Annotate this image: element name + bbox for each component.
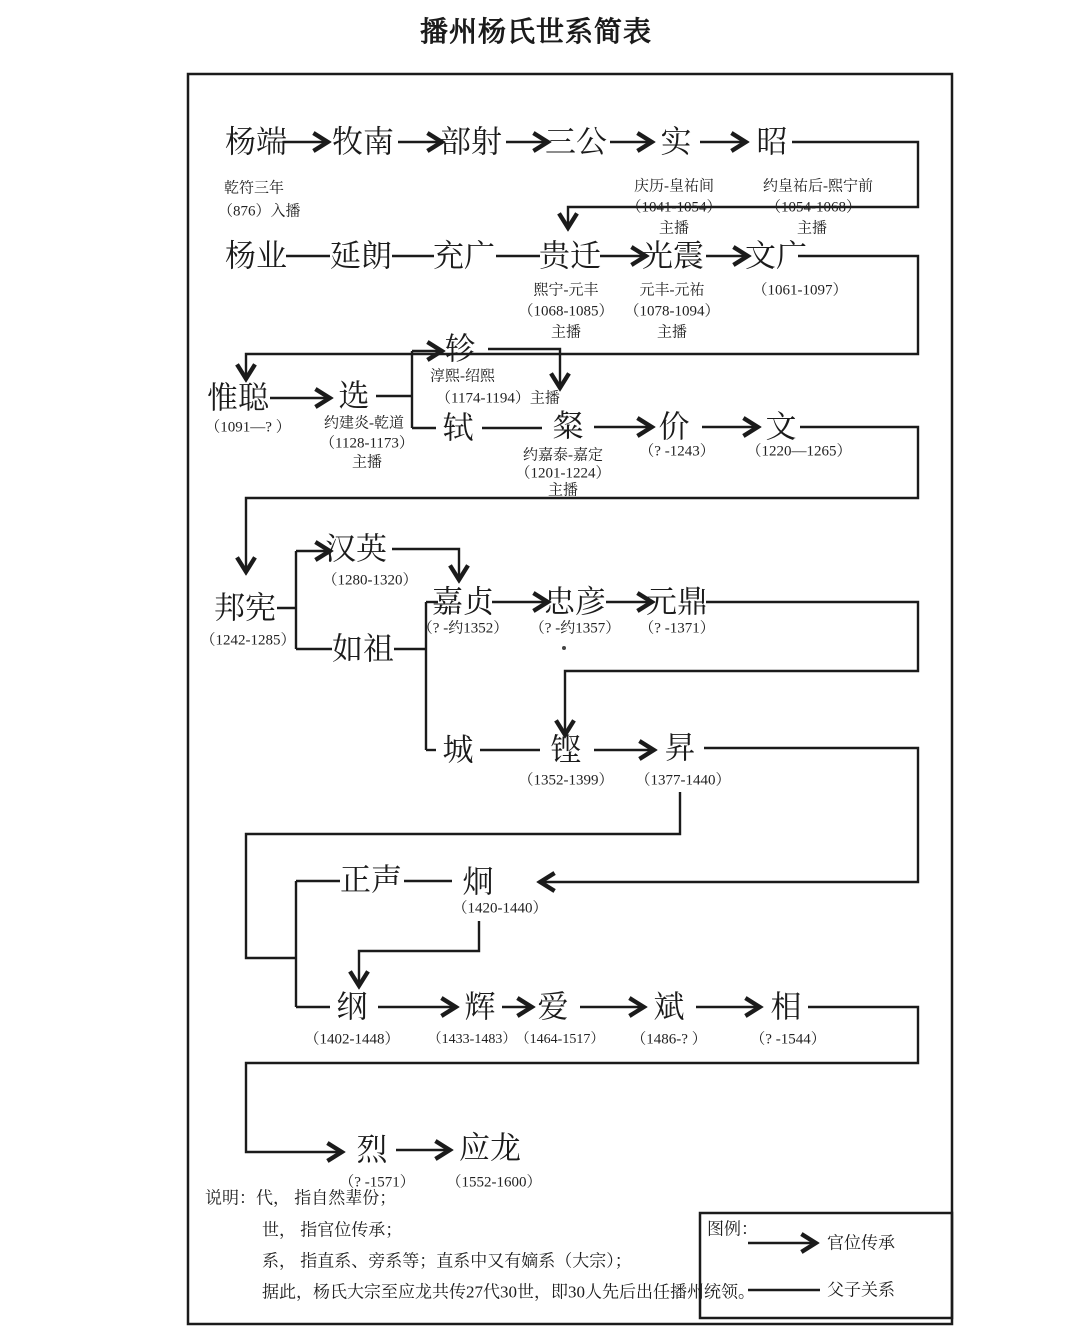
node-yangduan: 杨端 <box>225 124 287 160</box>
stray-dot <box>562 646 566 650</box>
ann-zhao-0: 约皇祐后-熙宁前 <box>763 178 873 195</box>
node-shi: 实 <box>660 124 692 160</box>
notes-line-1: 说明：代， 指自然辈份； <box>205 1188 397 1208</box>
node-xuan: 选 <box>338 378 370 414</box>
ann-jiong-0: （1420-1440） <box>452 900 548 917</box>
node-zhao: 昭 <box>756 124 788 160</box>
node-wen: 文 <box>765 409 797 445</box>
ann-guangzhen-2: 主播 <box>656 324 688 341</box>
ann-xuan-0: 约建炎-乾道 <box>324 415 404 432</box>
node-zhen: 轸 <box>444 331 476 367</box>
ann-gang-0: （1402-1448） <box>304 1031 400 1048</box>
ann-hui-0: （1433-1483） <box>427 1032 517 1047</box>
node-jia: 价 <box>658 409 690 445</box>
node-zhengsheng: 正声 <box>340 862 402 898</box>
node-cheng: 城 <box>442 732 474 768</box>
ann-wen-0: （1220—1265） <box>746 443 852 460</box>
node-ruzu: 如祖 <box>332 631 394 667</box>
node-xiang: 相 <box>770 989 802 1025</box>
ann-can-2: 主播 <box>547 482 579 499</box>
node-sangong: 三公 <box>545 124 607 160</box>
node-bushe: 部射 <box>440 124 502 160</box>
node-can: 粲 <box>552 408 584 444</box>
node-keng: 铿 <box>550 732 582 768</box>
ann-zhao-2: 主播 <box>797 220 828 237</box>
node-yuanding: 元鼎 <box>646 584 708 620</box>
node-shi4: 轼 <box>442 410 474 446</box>
ann-shi-1: （1041-1054） <box>626 199 722 216</box>
node-jiong: 炯 <box>462 864 494 900</box>
ann-bangxian-0: （1242-1285） <box>200 632 296 649</box>
node-lie: 烈 <box>356 1132 388 1168</box>
ann-guiqian-2: 主播 <box>550 324 582 341</box>
node-bin: 斌 <box>653 989 685 1025</box>
node-zhongyan: 忠彦 <box>544 584 606 620</box>
ann-jia-0: （? -1243） <box>639 443 715 460</box>
ann-yuanding-0: （? -1371） <box>639 620 715 637</box>
node-gang: 纲 <box>336 989 368 1025</box>
ann-xiang-0: （? -1544） <box>750 1031 826 1048</box>
ann-sheng-0: （1377-1440） <box>635 772 731 789</box>
ann-zhongyan-0: （? -约1357） <box>529 620 621 637</box>
node-sheng: 昇 <box>664 730 696 766</box>
ann-guiqian-0: 熙宁-元丰 <box>533 282 599 299</box>
notes-line-4: 据此，杨氏大宗至应龙共传27代30世，即30人先后出任播州统领。 <box>262 1282 755 1302</box>
legend-title: 图例： <box>707 1219 758 1239</box>
ann-can-0: 约嘉泰-嘉定 <box>523 447 603 464</box>
ann-shi-0: 庆历-皇祐间 <box>634 178 714 195</box>
node-hanying: 汉英 <box>325 531 387 567</box>
ann-jiazhen-0: （? -约1352） <box>417 620 509 637</box>
ann-keng-0: （1352-1399） <box>518 772 614 789</box>
legend-line-label: 父子关系 <box>827 1280 895 1300</box>
node-jiazhen: 嘉贞 <box>432 584 494 620</box>
ann-yangduan-0: 乾符三年 <box>224 180 285 197</box>
node-hui: 辉 <box>464 989 496 1025</box>
ann-yinglong-0: （1552-1600） <box>446 1174 542 1191</box>
ann-guangzhen-0: 元丰-元祐 <box>639 282 705 299</box>
ann-xuan-1: （1128-1173） <box>320 435 414 452</box>
node-wenguang: 文广 <box>745 238 807 274</box>
node-munan: 牧南 <box>332 124 394 160</box>
ann-zhen-0: 淳熙-绍熙 <box>430 368 495 385</box>
node-bangxian: 邦宪 <box>214 590 276 626</box>
node-yanlang: 延朗 <box>330 238 392 274</box>
node-guangzhen: 光震 <box>642 238 704 274</box>
ann-weicong-0: （1091—? ） <box>205 419 291 436</box>
legend-samples <box>748 1243 820 1290</box>
ann-yangduan-1: （876）入播 <box>218 203 301 220</box>
notes-line-3: 系， 指直系、旁系等；直系中又有嫡系（大宗）； <box>262 1251 632 1271</box>
node-ai: 爱 <box>537 989 569 1025</box>
node-weicong: 惟聪 <box>207 380 269 416</box>
ann-wenguang-0: （1061-1097） <box>752 282 848 299</box>
ann-bin-0: （1486-? ） <box>631 1031 707 1048</box>
node-yinglong: 应龙 <box>459 1130 521 1166</box>
ann-guiqian-1: （1068-1085） <box>518 303 614 320</box>
legend-arrow-label: 官位传承 <box>827 1233 895 1253</box>
page-title: 播州杨氏世系简表 <box>419 17 653 48</box>
node-guiqian: 贵迁 <box>539 238 601 274</box>
ann-zhao-1: （1054-1068） <box>766 199 861 216</box>
ann-guangzhen-1: （1078-1094） <box>624 303 720 320</box>
notes-line-2: 世， 指官位传承； <box>262 1220 403 1240</box>
ann-xuan-2: 主播 <box>351 454 383 471</box>
ann-lie-0: （? -1571） <box>339 1174 415 1191</box>
ann-shi-2: 主播 <box>658 220 690 237</box>
ann-hanying-0: （1280-1320） <box>322 572 418 589</box>
ann-can-1: （1201-1224） <box>515 465 611 482</box>
node-chongguang: 充广 <box>433 238 495 274</box>
node-yangye: 杨业 <box>225 238 287 274</box>
ann-ai-0: （1464-1517） <box>515 1032 605 1047</box>
ann-zhen-1: （1174-1194）主播 <box>436 390 560 407</box>
